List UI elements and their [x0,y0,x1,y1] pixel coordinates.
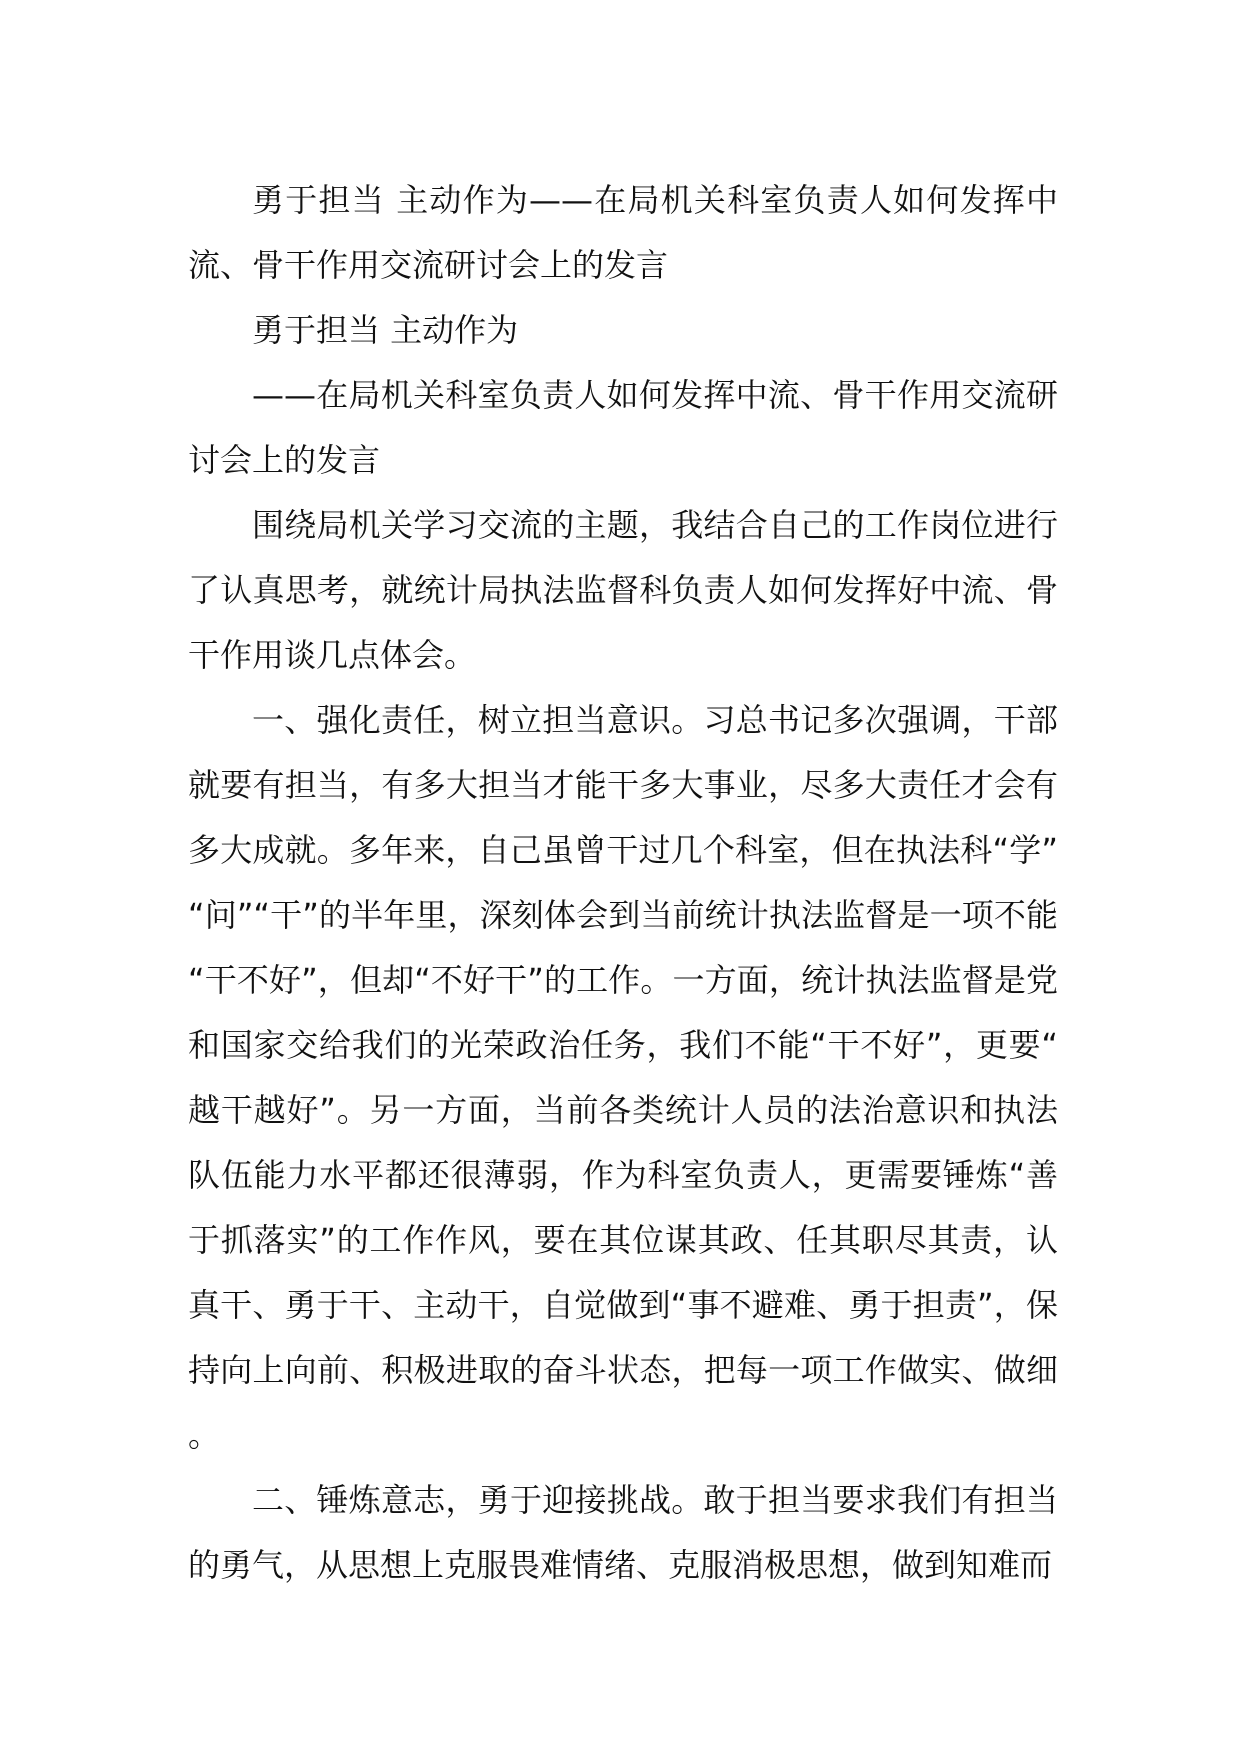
body-paragraph-section-one: 一、强化责任，树立担当意识。习总书记多次强调，干部就要有担当，有多大担当才能干多大事业，尽多大责任才会有多大成就。多年来，自己虽曾干过几个科室，但在执法科“学”“问”“干”的半年里，深刻体会到当前统计执法监督是一项不能“干不好”，但却“不好干”的工作。一方面，统计执法监督是党和国家交给我们的光荣政治任务，我们不能“干不好”，更要“越干越好”。另一方面，当前各类统计人员的法治意识和执法队伍能力水平都还很薄弱，作为科室负责人，更需要锤炼“善于抓落实”的工作作风，要在其位谋其政、任其职尽其责，认真干、勇于干、主动干，自觉做到“事不避难、勇于担责”，保持向上向前、积极进取的奋斗状态，把每一项工作做实、做细。 [188,701,1058,1454]
document-title: 勇于担当 主动作为——在局机关科室负责人如何发挥中流、骨干作用交流研讨会上的发言 [188,181,1058,284]
document-subtitle-sub: ——在局机关科室负责人如何发挥中流、骨干作用交流研讨会上的发言 [188,376,1058,479]
body-paragraph-section-two: 二、锤炼意志，勇于迎接挑战。敢于担当要求我们有担当的勇气，从思想上克服畏难情绪、克服消极思想，做到知难而 [188,1481,1058,1584]
document-page [188,168,1058,1598]
document-subtitle-main: 勇于担当 主动作为 [252,311,519,349]
body-paragraph-intro: 围绕局机关学习交流的主题，我结合自己的工作岗位进行了认真思考，就统计局执法监督科负责人如何发挥好中流、骨干作用谈几点体会。 [188,506,1058,674]
